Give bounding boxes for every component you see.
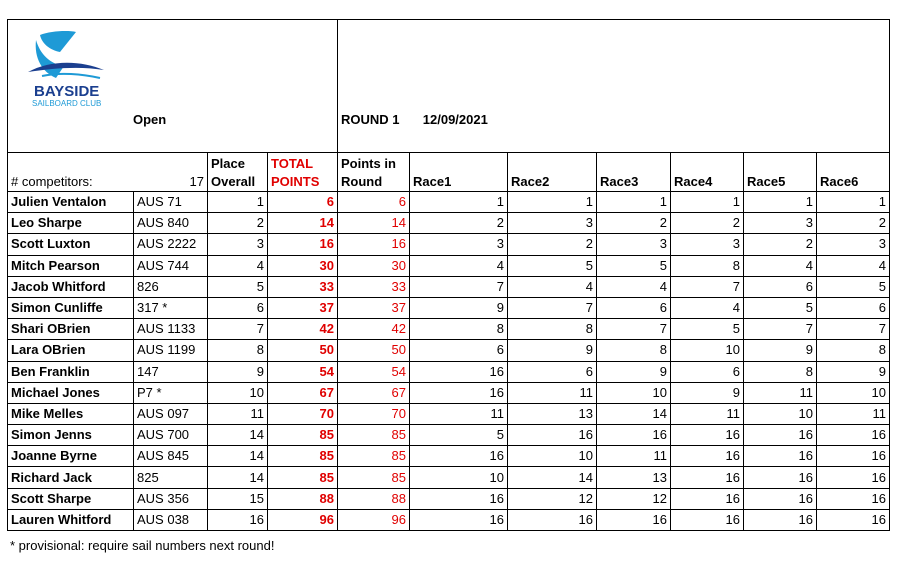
race1-points: 16	[410, 382, 508, 403]
race6-points: 16	[817, 425, 890, 446]
competitor-name: Jacob Whitford	[8, 276, 134, 297]
race6-points: 3	[817, 234, 890, 255]
table-row	[8, 509, 890, 530]
race3-points: 12	[597, 488, 671, 509]
results-table	[7, 19, 890, 531]
total-points: 33	[268, 276, 338, 297]
race2-points: 13	[508, 403, 597, 424]
column-header-row	[8, 153, 890, 192]
competitor-name: Lara OBrien	[8, 340, 134, 361]
race2-points: 16	[508, 425, 597, 446]
place-overall: 16	[208, 509, 268, 530]
race3-points: 1	[597, 192, 671, 213]
table-row	[8, 319, 890, 340]
race6-points: 16	[817, 446, 890, 467]
total-points: 54	[268, 361, 338, 382]
race4-points: 16	[671, 467, 744, 488]
points-in-round: 6	[338, 192, 410, 213]
race3-points: 9	[597, 361, 671, 382]
race6-points: 5	[817, 276, 890, 297]
table-row	[8, 192, 890, 213]
total-points: 85	[268, 425, 338, 446]
race3-points: 11	[597, 446, 671, 467]
points-in-round: 37	[338, 297, 410, 318]
points-in-round: 33	[338, 276, 410, 297]
sail-number: AUS 356	[134, 488, 208, 509]
sail-number: AUS 038	[134, 509, 208, 530]
race5-points: 8	[744, 361, 817, 382]
club-name-line1: BAYSIDE	[34, 83, 100, 100]
race5-points: 16	[744, 467, 817, 488]
race1-points: 16	[410, 509, 508, 530]
race5-points: 5	[744, 297, 817, 318]
race2-points: 14	[508, 467, 597, 488]
total-points: 14	[268, 213, 338, 234]
race1-points: 1	[410, 192, 508, 213]
competitor-name: Leo Sharpe	[8, 213, 134, 234]
competitor-name: Mitch Pearson	[8, 255, 134, 276]
table-row	[8, 276, 890, 297]
race4-points: 7	[671, 276, 744, 297]
table-row	[8, 213, 890, 234]
race2-points: 2	[508, 234, 597, 255]
sail-number: AUS 845	[134, 446, 208, 467]
competitor-name: Richard Jack	[8, 467, 134, 488]
race6-points: 1	[817, 192, 890, 213]
race1-points: 4	[410, 255, 508, 276]
place-overall: 14	[208, 467, 268, 488]
points-in-round: 30	[338, 255, 410, 276]
race6-points: 4	[817, 255, 890, 276]
sail-logo-icon	[20, 30, 120, 108]
total-points: 6	[268, 192, 338, 213]
race4-points: 6	[671, 361, 744, 382]
race5-points: 4	[744, 255, 817, 276]
place-overall: 10	[208, 382, 268, 403]
place-overall: 11	[208, 403, 268, 424]
sail-number: AUS 700	[134, 425, 208, 446]
race5-points: 16	[744, 509, 817, 530]
race3-points: 13	[597, 467, 671, 488]
race2-points: 1	[508, 192, 597, 213]
race2-points: 5	[508, 255, 597, 276]
place-overall: 4	[208, 255, 268, 276]
race6-points: 11	[817, 403, 890, 424]
race5-points: 1	[744, 192, 817, 213]
sail-number: 825	[134, 467, 208, 488]
race5-points: 16	[744, 425, 817, 446]
race1-points: 11	[410, 403, 508, 424]
race1-points: 2	[410, 213, 508, 234]
table-row	[8, 361, 890, 382]
points-in-round: 16	[338, 234, 410, 255]
competitor-name: Shari OBrien	[8, 319, 134, 340]
points-in-round: 88	[338, 488, 410, 509]
race2-points: 6	[508, 361, 597, 382]
sail-number: AUS 71	[134, 192, 208, 213]
place-overall-header: Place Overall	[208, 153, 268, 192]
total-points: 16	[268, 234, 338, 255]
race2-points: 8	[508, 319, 597, 340]
sail-number: 826	[134, 276, 208, 297]
place-overall: 7	[208, 319, 268, 340]
points-in-round: 54	[338, 361, 410, 382]
race2-points: 11	[508, 382, 597, 403]
sail-number: AUS 1133	[134, 319, 208, 340]
race3-points: 6	[597, 297, 671, 318]
race4-points: 16	[671, 425, 744, 446]
race5-points: 10	[744, 403, 817, 424]
race4-points: 4	[671, 297, 744, 318]
race2-points: 16	[508, 509, 597, 530]
competitor-name: Michael Jones	[8, 382, 134, 403]
race2-points: 3	[508, 213, 597, 234]
race2-header: Race2	[508, 153, 597, 192]
race1-points: 10	[410, 467, 508, 488]
race6-points: 2	[817, 213, 890, 234]
race3-points: 14	[597, 403, 671, 424]
points-in-round: 70	[338, 403, 410, 424]
competitor-name: Simon Cunliffe	[8, 297, 134, 318]
race1-points: 16	[410, 488, 508, 509]
race6-points: 10	[817, 382, 890, 403]
points-in-round: 14	[338, 213, 410, 234]
competitor-name: Mike Melles	[8, 403, 134, 424]
race4-points: 11	[671, 403, 744, 424]
competitor-name: Ben Franklin	[8, 361, 134, 382]
race5-points: 7	[744, 319, 817, 340]
club-name-line2: SAILBOARD CLUB	[32, 99, 102, 108]
sail-number: AUS 097	[134, 403, 208, 424]
table-row	[8, 488, 890, 509]
race5-header: Race5	[744, 153, 817, 192]
race1-points: 8	[410, 319, 508, 340]
race5-points: 16	[744, 446, 817, 467]
race5-points: 2	[744, 234, 817, 255]
table-row	[8, 403, 890, 424]
place-overall: 14	[208, 425, 268, 446]
race3-points: 4	[597, 276, 671, 297]
race2-points: 7	[508, 297, 597, 318]
place-overall: 1	[208, 192, 268, 213]
total-points: 85	[268, 446, 338, 467]
race3-points: 16	[597, 425, 671, 446]
place-overall: 6	[208, 297, 268, 318]
footnote: * provisional: require sail numbers next round!	[10, 538, 275, 553]
race6-points: 16	[817, 488, 890, 509]
competitors-label: # competitors:	[11, 174, 93, 189]
race3-points: 2	[597, 213, 671, 234]
race6-points: 6	[817, 297, 890, 318]
results-sheet	[7, 19, 890, 531]
total-points: 96	[268, 509, 338, 530]
race4-points: 8	[671, 255, 744, 276]
competitor-name: Scott Luxton	[8, 234, 134, 255]
points-in-round: 85	[338, 446, 410, 467]
race3-points: 16	[597, 509, 671, 530]
competitor-name: Scott Sharpe	[8, 488, 134, 509]
points-in-round: 85	[338, 425, 410, 446]
race5-points: 11	[744, 382, 817, 403]
race2-points: 4	[508, 276, 597, 297]
race4-points: 3	[671, 234, 744, 255]
points-in-round: 50	[338, 340, 410, 361]
place-overall: 2	[208, 213, 268, 234]
race4-points: 10	[671, 340, 744, 361]
competitors-count: 17	[189, 174, 204, 189]
competitor-name: Simon Jenns	[8, 425, 134, 446]
total-points-header: TOTAL POINTS	[268, 153, 338, 192]
competitors-cell	[8, 153, 208, 192]
sail-number: AUS 840	[134, 213, 208, 234]
table-row	[8, 446, 890, 467]
club-logo	[20, 30, 120, 114]
race4-points: 16	[671, 446, 744, 467]
race3-points: 5	[597, 255, 671, 276]
race5-points: 6	[744, 276, 817, 297]
race6-points: 9	[817, 361, 890, 382]
race5-points: 9	[744, 340, 817, 361]
race1-header: Race1	[410, 153, 508, 192]
total-points: 30	[268, 255, 338, 276]
race3-points: 10	[597, 382, 671, 403]
place-overall: 14	[208, 446, 268, 467]
race1-points: 16	[410, 446, 508, 467]
table-row	[8, 255, 890, 276]
race4-points: 9	[671, 382, 744, 403]
sail-number: 317 *	[134, 297, 208, 318]
race4-points: 5	[671, 319, 744, 340]
total-points: 85	[268, 467, 338, 488]
race6-points: 7	[817, 319, 890, 340]
place-overall: 15	[208, 488, 268, 509]
place-overall: 8	[208, 340, 268, 361]
race6-points: 16	[817, 509, 890, 530]
race3-points: 7	[597, 319, 671, 340]
race3-points: 8	[597, 340, 671, 361]
race2-points: 12	[508, 488, 597, 509]
race1-points: 16	[410, 361, 508, 382]
race6-points: 8	[817, 340, 890, 361]
race3-points: 3	[597, 234, 671, 255]
club-header-cell	[8, 20, 338, 153]
race5-points: 3	[744, 213, 817, 234]
points-in-round-header: Points in Round	[338, 153, 410, 192]
fleet-label: Open	[133, 112, 167, 127]
table-row	[8, 234, 890, 255]
race1-points: 7	[410, 276, 508, 297]
total-points: 70	[268, 403, 338, 424]
round-info-cell	[338, 20, 890, 153]
total-points: 67	[268, 382, 338, 403]
race6-header: Race6	[817, 153, 890, 192]
race1-points: 3	[410, 234, 508, 255]
competitor-name: Joanne Byrne	[8, 446, 134, 467]
race1-points: 6	[410, 340, 508, 361]
place-overall: 9	[208, 361, 268, 382]
place-overall: 5	[208, 276, 268, 297]
sail-number: AUS 2222	[134, 234, 208, 255]
total-points: 50	[268, 340, 338, 361]
race4-header: Race4	[671, 153, 744, 192]
race6-points: 16	[817, 467, 890, 488]
sail-number: AUS 744	[134, 255, 208, 276]
points-in-round: 67	[338, 382, 410, 403]
place-overall: 3	[208, 234, 268, 255]
sail-number: P7 *	[134, 382, 208, 403]
total-points: 88	[268, 488, 338, 509]
race4-points: 1	[671, 192, 744, 213]
round-date: 12/09/2021	[422, 112, 488, 127]
table-row	[8, 425, 890, 446]
race1-points: 9	[410, 297, 508, 318]
competitor-name: Julien Ventalon	[8, 192, 134, 213]
race4-points: 2	[671, 213, 744, 234]
total-points: 37	[268, 297, 338, 318]
table-row	[8, 340, 890, 361]
table-row	[8, 382, 890, 403]
points-in-round: 85	[338, 467, 410, 488]
round-label: ROUND 1	[341, 112, 400, 127]
points-in-round: 42	[338, 319, 410, 340]
race4-points: 16	[671, 488, 744, 509]
race1-points: 5	[410, 425, 508, 446]
competitor-name: Lauren Whitford	[8, 509, 134, 530]
table-row	[8, 467, 890, 488]
sail-number: AUS 1199	[134, 340, 208, 361]
table-row	[8, 297, 890, 318]
points-in-round: 96	[338, 509, 410, 530]
race5-points: 16	[744, 488, 817, 509]
total-points: 42	[268, 319, 338, 340]
sail-number: 147	[134, 361, 208, 382]
race2-points: 9	[508, 340, 597, 361]
race4-points: 16	[671, 509, 744, 530]
race2-points: 10	[508, 446, 597, 467]
race3-header: Race3	[597, 153, 671, 192]
